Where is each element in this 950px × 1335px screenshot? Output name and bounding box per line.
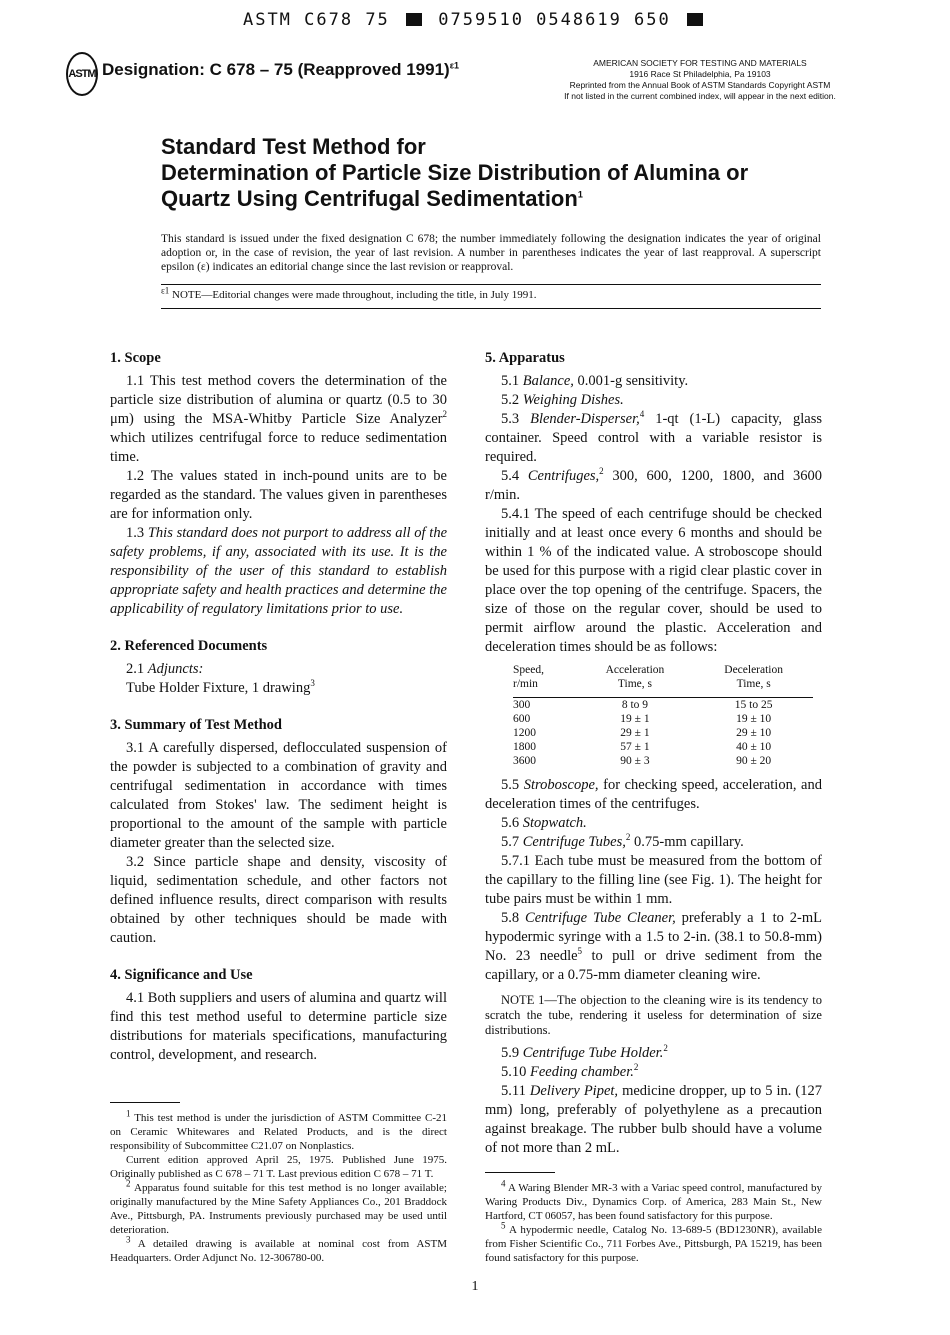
italic-text: This standard does not purport to address all of the safety problems, if any, associated with its use. It is the responsibility of the user of this standard to establish appropriate safety and health practices and determine the applicability of regulatory limitations prior to use. xyxy=(110,525,448,617)
title-line: Standard Test Method for xyxy=(161,134,426,159)
text: 5.7 xyxy=(501,834,523,850)
footnote-ref: 2 xyxy=(599,466,604,477)
footnote-ref: 2 xyxy=(442,409,447,420)
paragraph: 4.1 Both suppliers and users of alumina and quartz will find this test method useful to determine particle size distributions for materials specifications, manufacturing control, development, and research. xyxy=(110,990,447,1063)
table-cell: 1200 xyxy=(513,727,536,739)
text: 5.2 xyxy=(501,392,523,408)
astm-logo: ASTM xyxy=(66,52,98,96)
title-sup: 1 xyxy=(577,189,583,200)
italic-text: Centrifuge Tube Holder. xyxy=(522,1045,664,1061)
paragraph: 3.2 Since particle shape and density, viscosity of liquid, sedimentation schedule, and other factors not defined influence results, direct comparison with results obtained by other techniques should be made with caution. xyxy=(110,854,447,946)
org-line: 1916 Race St Philadelphia, Pa 19103 xyxy=(629,69,771,79)
italic-text: Delivery Pipet, xyxy=(529,1083,619,1099)
left-footnotes xyxy=(110,1088,447,1265)
page-number: 1 xyxy=(471,1279,479,1294)
section-heading-scope: 1. Scope xyxy=(110,350,161,366)
italic-text: Stroboscope, xyxy=(523,777,599,793)
table-cell: 300 xyxy=(513,699,531,711)
footnote-text: Apparatus found suitable for this test method is no longer available; originally manufactured by the Mine Safety Appliances Co., 201 Braddock Ave., Pittsburgh, PA. Instruments previously purchased may be used until deterioration. xyxy=(110,1182,447,1236)
section-heading-referenced-documents: 2. Referenced Documents xyxy=(110,638,268,654)
body-columns xyxy=(110,349,822,1265)
footnote-text: A detailed drawing is available at nominal cost from ASTM Headquarters. Order Adjunct No. 12-306780-00. xyxy=(110,1238,447,1264)
column-header xyxy=(576,663,695,698)
paragraph xyxy=(110,660,447,679)
text: 1-qt (1-L) capacity, glass container. Speed control with a variable resistor is required. xyxy=(485,411,823,465)
table-cell: 57 ± 1 xyxy=(620,741,650,753)
header-text: Time, s xyxy=(617,678,652,690)
text: 2.1 xyxy=(126,661,148,677)
footnote xyxy=(110,1153,447,1181)
text: 5.4 xyxy=(501,468,528,484)
title-line xyxy=(161,186,821,212)
text: 5.11 xyxy=(501,1083,530,1099)
italic-text: Stopwatch. xyxy=(522,815,587,831)
paragraph: 3.1 A carefully dispersed, deflocculated suspension of the powder is subjected to a combination of gravity and centrifugal sedimentation in accordance with times calculated from Stokes' law. The sediment height is proportional to the amount of the sample with particle diameter greater than the selected size. xyxy=(110,740,447,851)
table-row xyxy=(513,698,813,713)
paragraph: 5.4.1 The speed of each centrifuge should be checked initially and at least once every 6 months and should be within 1 % of the indicated value. A stroboscope should be used for this purpose with a rigid clear plastic cover in place over the top opening of the centrifuge. Spacers, the size of those on the regular cover, should be used to permit airflow around the plastic. Acceleration and deceleration times should be as follows: xyxy=(485,506,822,655)
footnote-number: 2 xyxy=(126,1178,131,1189)
footnote-ref: 4 xyxy=(639,409,645,420)
text: 5.3 xyxy=(501,411,531,427)
black-block-icon xyxy=(406,13,422,26)
paragraph xyxy=(485,1082,822,1158)
designation-sup: ε1 xyxy=(449,60,459,71)
table-row xyxy=(513,726,813,740)
designation xyxy=(102,60,459,80)
footnote-number: 3 xyxy=(126,1234,131,1245)
paragraph xyxy=(485,909,822,985)
header-text: Acceleration xyxy=(605,664,665,676)
table-cell: 600 xyxy=(513,713,531,725)
paragraph xyxy=(485,1044,822,1063)
table-cell: 90 ± 20 xyxy=(736,755,772,767)
front-matter xyxy=(161,134,821,309)
paragraph xyxy=(110,372,447,467)
footnote-rule xyxy=(485,1172,555,1173)
text: 1.1 This test method covers the determination of the particle size distribution of alumina or quartz (0.5 to 30 μm) using the MSA-Whitby Particle Size Analyzer xyxy=(110,373,447,427)
table-row xyxy=(513,754,813,768)
table-cell: 3600 xyxy=(513,755,536,767)
table-cell: 15 to 25 xyxy=(734,699,773,711)
footnote xyxy=(485,1178,822,1223)
footnote-ref: 2 xyxy=(663,1043,668,1054)
section-heading-summary: 3. Summary of Test Method xyxy=(110,717,282,733)
text: 5.1 xyxy=(501,373,523,389)
italic-text: Weighing Dishes. xyxy=(522,392,624,408)
paragraph: 1.2 The values stated in inch-pound units are to be regarded as the standard. The values given in parentheses are for information only. xyxy=(110,468,447,522)
paragraph xyxy=(485,410,822,467)
table-header-row xyxy=(513,663,813,698)
column-header xyxy=(513,663,576,698)
paragraph xyxy=(485,467,822,505)
text: 300, 600, 1200, 1800, and 3600 r/min. xyxy=(485,468,822,503)
note-text: NOTE—Editorial changes were made throughout, including the title, in July 1991. xyxy=(172,289,537,301)
header-text: Time, s xyxy=(736,678,771,690)
text: to pull or drive sediment from the capillary, or a 0.75-mm diameter cleaning wire. xyxy=(485,948,822,983)
text: 5.6 xyxy=(501,815,523,831)
intro-paragraph: This standard is issued under the fixed designation C 678; the number immediately following the designation indicates the year of original adoption or, in the case of revision, the year of last revision. A number in parentheses indicates the year of last reapproval. A superscript epsilon (ε) indicates an editorial change since the last revision or reapproval. xyxy=(161,233,821,273)
designation-text: Designation: C 678 – 75 (Reapproved 1991) xyxy=(102,60,450,79)
left-column xyxy=(110,349,447,1265)
footnote-text: A Waring Blender MR-3 with a Variac speed control, manufactured by Waring Products Div., Dynamics Corp. of America, 283 Main St., New Hartford, CT 06057, has been found satisfactory for this purpose. xyxy=(485,1182,822,1222)
text: 5.10 xyxy=(501,1064,530,1080)
footnote-number: 4 xyxy=(501,1178,506,1189)
centrifuge-times-table xyxy=(513,663,813,768)
text: 5.9 xyxy=(501,1045,523,1061)
footnote xyxy=(485,1220,822,1265)
right-column xyxy=(485,349,822,1265)
text: preferably a 1 to 2-mL hypodermic syringe with a 1.5 to 2-in. (38.1 to 50.8-mm) No. 23 needle xyxy=(485,910,822,964)
italic-text: Centrifuges, xyxy=(527,468,600,484)
text: Tube Holder Fixture, 1 drawing xyxy=(126,680,311,696)
text: which utilizes centrifugal force to reduce sedimentation time. xyxy=(110,430,447,465)
text: medicine dropper, up to 5 in. (127 mm) long, preferably of polyethylene as a precaution against breakage. The rubber bulb should have a volume of not more than 2 mL. xyxy=(485,1083,823,1156)
text: 1.3 xyxy=(126,525,148,541)
note-sup: ε1 xyxy=(161,285,170,296)
italic-text: Centrifuge Tubes, xyxy=(522,834,626,850)
editorial-note xyxy=(161,284,821,309)
footnote-ref: 2 xyxy=(633,1062,639,1073)
header-text: Speed, xyxy=(513,664,544,676)
table-cell: 1800 xyxy=(513,741,536,753)
italic-text: Adjuncts: xyxy=(147,661,204,677)
note-1: NOTE 1—The objection to the cleaning wire is its tendency to scratch the tube, rendering it useless for determination of size distributions. xyxy=(485,993,822,1037)
table-row xyxy=(513,712,813,726)
table-cell: 90 ± 3 xyxy=(620,755,650,767)
paragraph xyxy=(485,776,822,814)
code-number: 0759510 0548619 650 xyxy=(438,10,671,30)
code-text: ASTM C678 75 xyxy=(242,10,390,30)
header-text: Deceleration xyxy=(724,664,784,676)
column-header xyxy=(694,663,813,698)
table-cell: 19 ± 1 xyxy=(620,713,650,725)
paragraph xyxy=(485,391,822,410)
org-line: If not listed in the current combined index, will appear in the next edition. xyxy=(564,91,836,101)
table-cell: 40 ± 10 xyxy=(736,741,772,753)
footnote-text: A hypodermic needle, Catalog No. 13-689-5 (BD1230NR), available from Fisher Scientific Co., 711 Forbes Ave., Pittsburgh, PA 15219, has been found satisfactory for this purpose. xyxy=(485,1224,822,1264)
italic-text: Blender-Disperser, xyxy=(530,411,640,427)
footnote-number: 1 xyxy=(126,1108,131,1119)
footnote-number: 5 xyxy=(501,1220,506,1231)
section-heading-apparatus: 5. Apparatus xyxy=(485,350,565,366)
paragraph xyxy=(485,1063,822,1082)
paragraph xyxy=(485,814,822,833)
paragraph xyxy=(110,679,447,698)
paragraph xyxy=(110,524,447,619)
org-line: AMERICAN SOCIETY FOR TESTING AND MATERIALS xyxy=(593,58,807,68)
italic-text: Feeding chamber. xyxy=(530,1064,634,1080)
paragraph xyxy=(485,833,822,852)
text: 5.5 xyxy=(501,777,524,793)
paragraph xyxy=(485,372,822,391)
footnote-ref: 3 xyxy=(310,678,315,689)
italic-text: Centrifuge Tube Cleaner, xyxy=(525,910,676,926)
table-cell: 19 ± 10 xyxy=(736,713,772,725)
footnote-ref: 2 xyxy=(625,832,631,843)
italic-text: Balance, xyxy=(522,373,574,389)
title-line: Determination of Particle Size Distribution of Alumina or xyxy=(161,160,749,185)
table-cell: 8 to 9 xyxy=(621,699,649,711)
footnote-ref: 5 xyxy=(577,946,583,957)
footnote-rule xyxy=(110,1102,180,1103)
right-footnotes xyxy=(485,1158,822,1265)
section-heading-significance: 4. Significance and Use xyxy=(110,967,253,983)
table-cell: 29 ± 10 xyxy=(736,727,772,739)
table-cell: 29 ± 1 xyxy=(620,727,650,739)
text: 0.001-g sensitivity. xyxy=(573,373,689,389)
black-block-icon xyxy=(687,13,703,26)
paragraph: 5.7.1 Each tube must be measured from the bottom of the capillary to the filling line (see Fig. 1). The height for tube pairs must be within 1 mm. xyxy=(485,853,822,907)
footnote-text: Current edition approved April 25, 1975. Published June 1975. Originally published as C 678 – 71 T. Last previous edition C 678 – 71 T. xyxy=(110,1154,447,1180)
footnote xyxy=(110,1178,447,1237)
publisher-info xyxy=(520,58,880,102)
document-code-header xyxy=(0,10,950,30)
footnote xyxy=(110,1108,447,1153)
title-text: Quartz Using Centrifugal Sedimentation xyxy=(161,186,578,211)
org-line: Reprinted from the Annual Book of ASTM Standards Copyright ASTM xyxy=(569,80,831,90)
text: for checking speed, acceleration, and deceleration times of the centrifuges. xyxy=(485,777,822,812)
text: 5.8 xyxy=(501,910,526,926)
document-title xyxy=(161,134,821,212)
table-row xyxy=(513,740,813,754)
header-text: r/min xyxy=(513,678,538,690)
footnote-text: This test method is under the jurisdiction of ASTM Committee C-21 on Ceramic Whitewares and Related Products, and is the direct responsibility of Subcommittee C21.07 on Nonplastics. xyxy=(110,1112,447,1152)
text: 0.75-mm capillary. xyxy=(630,834,744,850)
